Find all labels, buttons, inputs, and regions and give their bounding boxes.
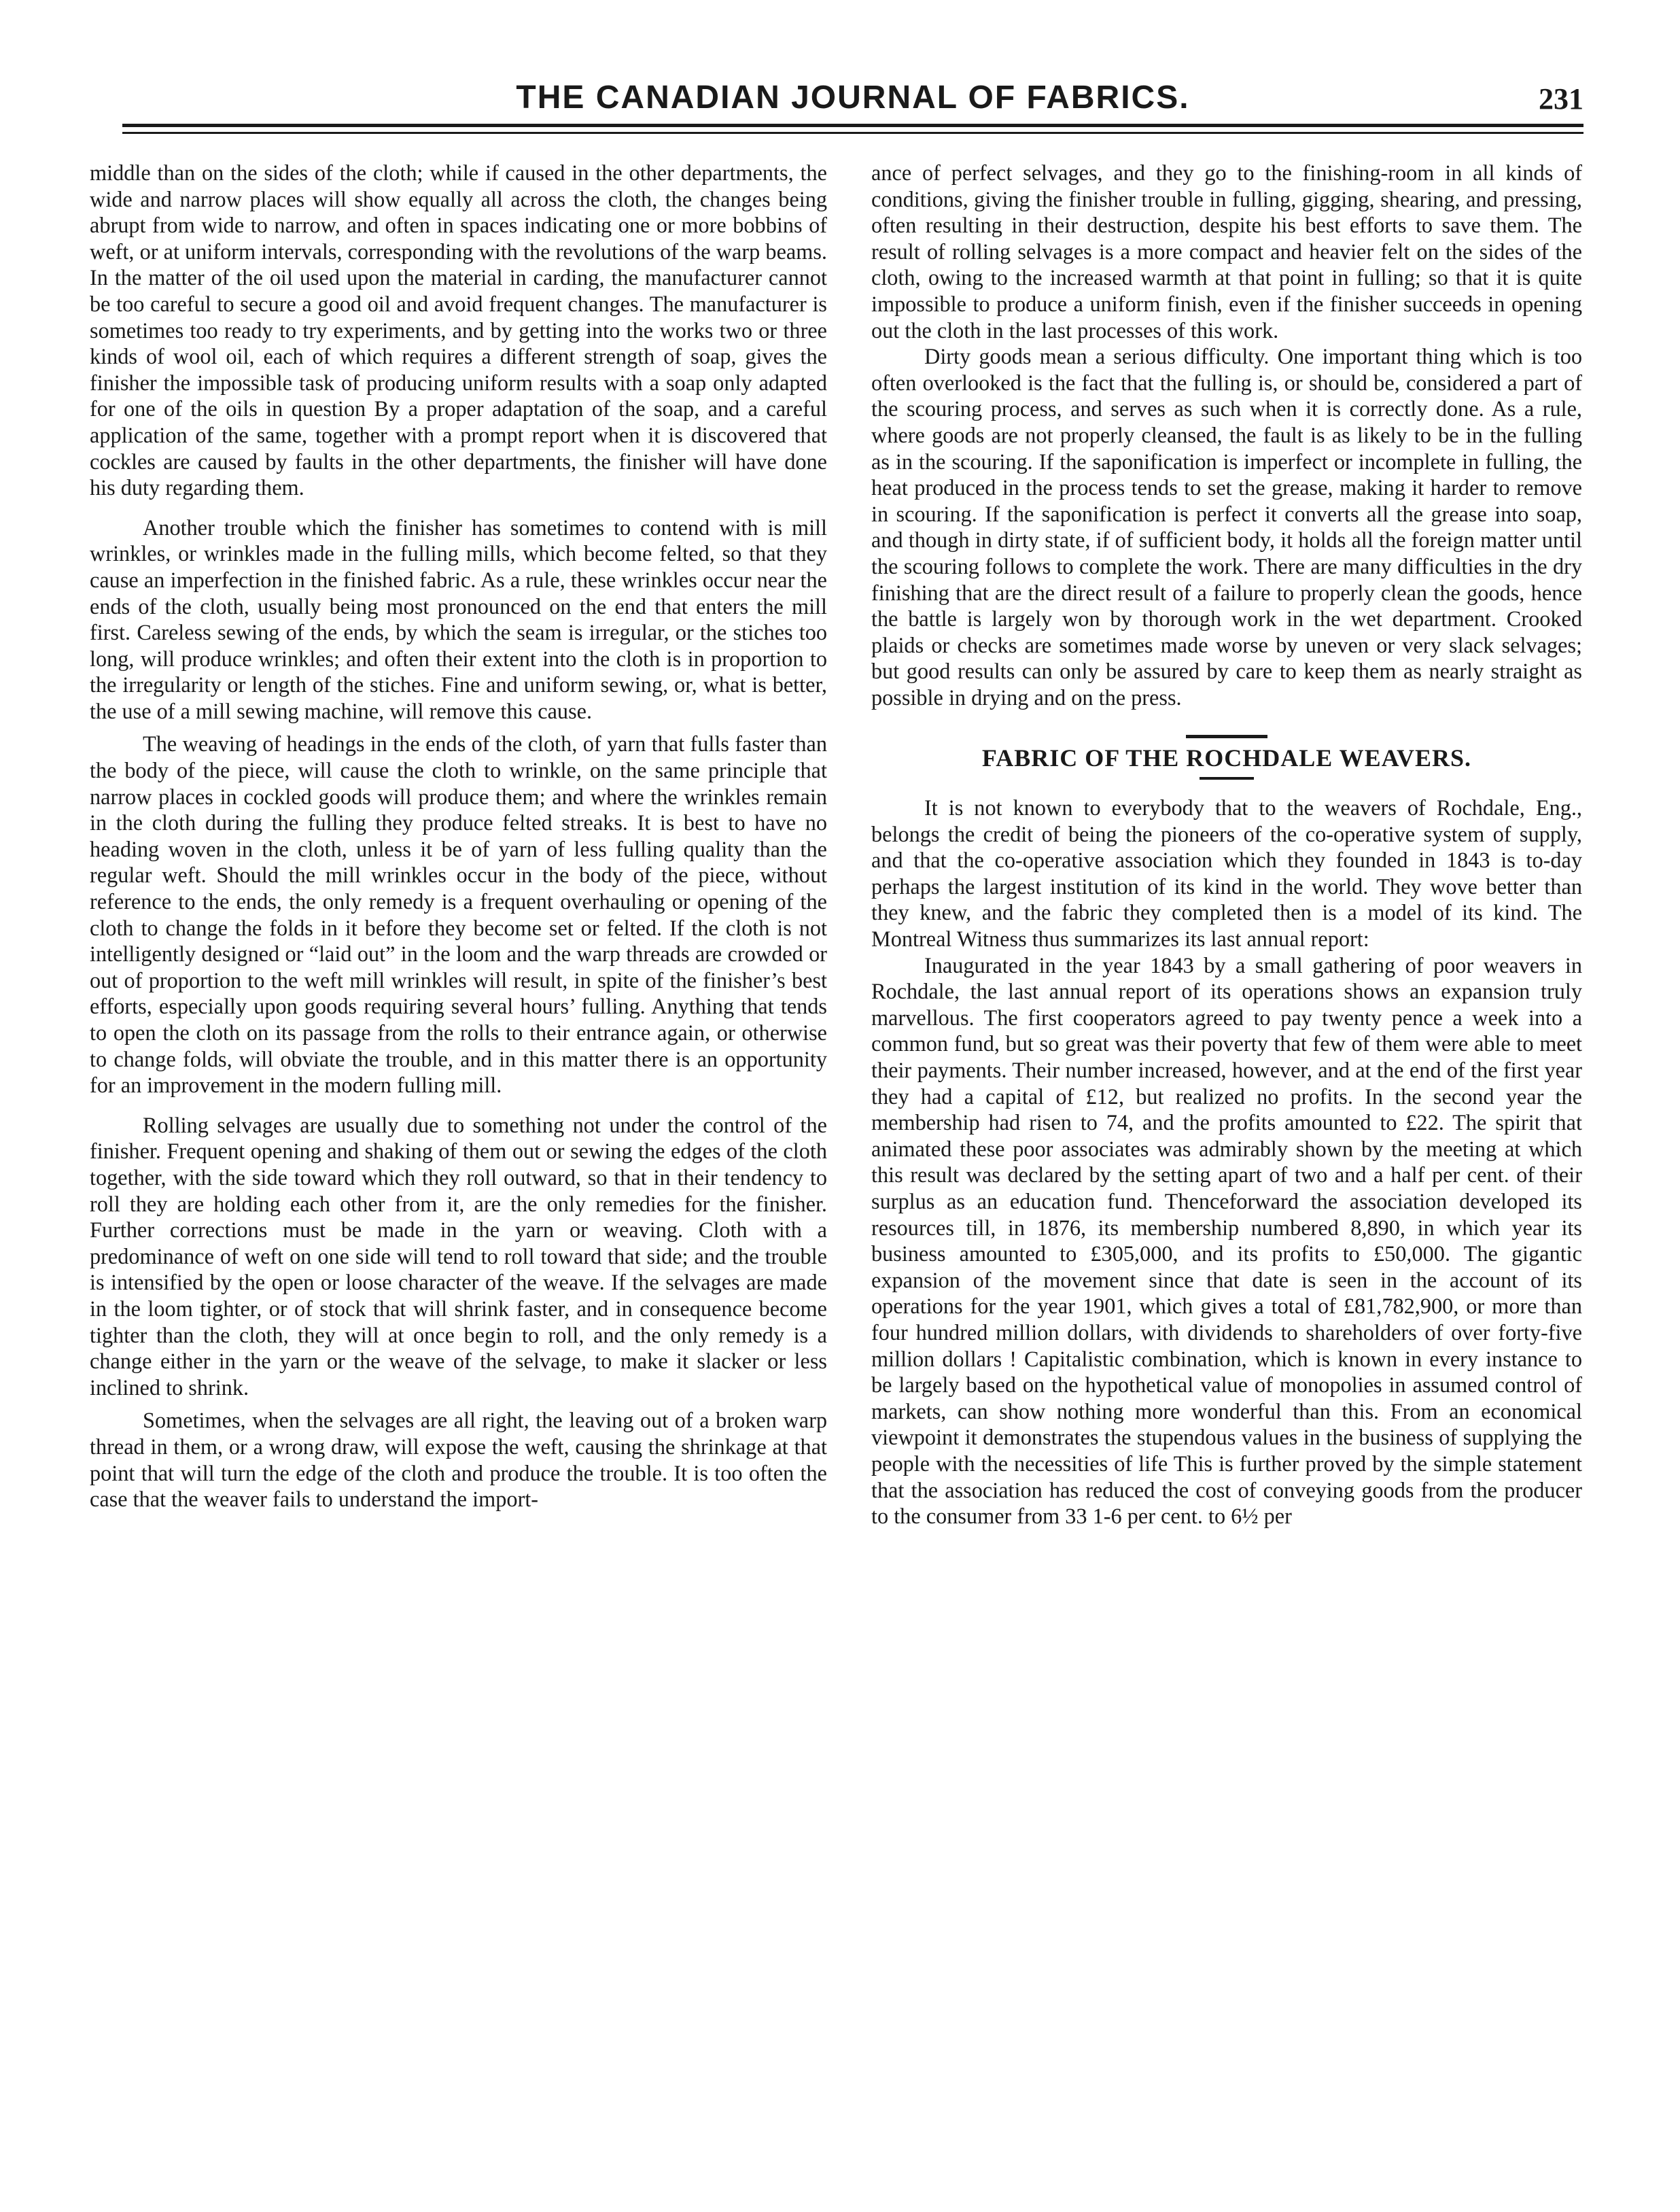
- header-rule-thick: [122, 124, 1583, 127]
- right-column: [871, 160, 1582, 1530]
- paragraph-rochdale-intro: It is not known to everybody that to the weavers of Rochdale, Eng., belongs the credit of being the pioneers of the co-operative system of supply, and that the co-operative association which they founded in 1843 is to-day perhaps the largest institution of its kind in the world. They wove better than they knew, and the fabric they completed then is a model of its kind. The Montreal Witness thus summarizes its last annual report:: [871, 795, 1582, 952]
- paragraph-broken-warp: Sometimes, when the selvages are all right, the leaving out of a broken warp thread in them, or a wrong draw, will expose the weft, causing the shrinkage at that point that will turn the edge of the cloth and produce the trouble. It is too often the case that the weaver fails to understand the import-: [90, 1408, 827, 1512]
- left-column: [90, 160, 827, 1513]
- paragraph-rochdale-report: Inaugurated in the year 1843 by a small gathering of poor weavers in Rochdale, the last annual report of its operations shows an expansion truly marvellous. The first cooperators agreed to pay twenty pence a week into a common fund, but so great was their poverty that few of them were able to meet their payments. Their number increased, however, and at the end of the first year they had a capital of £12, but realized no profits. In the second year the membership had risen to 74, and the profits amounted to £22. The spirit that animated these poor associates was admirably shown by the meeting at which this result was declared by the setting apart of two and a half per cent. of their surplus as an education fund. Thenceforward the association developed its resources till, in 1876, its membership numbered 8,890, in which year its business amounted to £305,000, and its profits to £50,000. The gigantic expansion of the movement since that date is seen in the account of its operations for the year 1901, which gives a total of £81,782,900, or more than four hundred million dollars, with dividends to shareholders of over forty-five million dollars ! Capitalistic combination, which is known in every instance to be largely based on the hypothetical value of monopolies in assumed control of markets, can show nothing more wonderful than this. From an economical viewpoint it demonstrates the stupendous values in the business of supplying the people with the necessities of life This is further proved by the simple statement that the association has reduced the cost of conveying goods from the producer to the consumer from 33 1-6 per cent. to 6½ per: [871, 952, 1582, 1529]
- paragraph-rolling-selvages: Rolling selvages are usually due to something not under the control of the finisher. Frequent opening and shaking of them out or sewing the edges of the cloth together, with the side toward which they roll outward, so that in their tendency to roll they are holding each other from it, are the only remedies for the finisher. Further corrections must be made in the yarn or weaving. Cloth with a predominance of weft on one side will tend to roll toward that side; and the trouble is intensified by the open or loose character of the weave. If the selvages are made in the loom tighter, or of stock that will shrink faster, and in consequence become tighter than the cloth, they will at once begin to roll, and the only remedy is a change either in the yarn or the weave of the selvage, to make it slacker or less inclined to shrink.: [90, 1112, 827, 1400]
- page-number: 231: [1539, 82, 1583, 116]
- masthead: [122, 79, 1583, 120]
- header-rule-thin: [122, 132, 1583, 134]
- paragraph-cockles: middle than on the sides of the cloth; while if caused in the other departments, the wide and narrow places will show equally all across the cloth, the changes being abrupt from wide to narrow, and often in spaces indicating one or more bobbins of weft, or at uniform intervals, corresponding with the revolutions of the warp beams. In the matter of the oil used upon the material in carding, the manufacturer cannot be too careful to secure a good oil and avoid frequent changes. The manufacturer is sometimes too ready to try experiments, and by getting into the works two or three kinds of wool oil, each of which requires a different strength of soap, gives the finisher the impossible task of producing uniform results with a soap only adapted for one of the oils in question By a proper adaptation of the soap, and a careful application of the same, together with a prompt report when it is discovered that cockles are caused by faults in the other departments, the finisher will have done his duty regarding them.: [90, 160, 827, 500]
- paragraph-mill-wrinkles: Another trouble which the finisher has sometimes to contend with is mill wrinkles, or wrinkles made in the fulling mills, which become felted, so that they cause an imperfection in the finished fabric. As a rule, these wrinkles occur near the ends of the cloth, usually being most pronounced on the end that enters the mill first. Careless sewing of the ends, by which the seam is irregular, or the stiches too long, will produce wrinkles; and often their extent into the cloth is in proportion to the irregularity or length of the stiches. Fine and uniform sewing, or, what is better, the use of a mill sewing machine, will remove this cause.: [90, 515, 827, 723]
- journal-title: THE CANADIAN JOURNAL OF FABRICS.: [516, 80, 1190, 116]
- paragraph-dirty-goods: Dirty goods mean a serious difficulty. One important thing which is too often overlooked is the fact that the fulling is, or should be, considered a part of the scouring process, and serves as such when it is correctly done. As a rule, where goods are not properly cleansed, the fault is as likely to be in the fulling as in the scouring. If the saponification is imperfect or incomplete in fulling, the heat produced in the process tends to set the grease, making it harder to remove in scouring. If the saponification is perfect it converts all the grease into soap, and though in dirty state, if of sufficient body, it holds all the foreign matter until the scouring follows to complete the work. There are many difficulties in the dry finishing that are the direct result of a failure to properly clean the goods, hence the battle is largely won by thorough work in the wet department. Crooked plaids or checks are sometimes made worse by uneven or very slack selvages; but good results can only be assured by care to keep them as nearly straight as possible in drying and on the press.: [871, 344, 1582, 710]
- paragraph-perfect-selvages: ance of perfect selvages, and they go to the finishing-room in all kinds of conditions, giving the finisher trouble in fulling, gigging, shearing, and pressing, often resulting in their destruction, despite his best efforts to save them. The result of rolling selvages is a more compact and heavier felt on the sides of the cloth, owing to the increased warmth at that point in fulling; so that it is quite impossible to produce a uniform finish, even if the finisher succeeds in opening out the cloth in the last processes of this work.: [871, 160, 1582, 343]
- section-heading: FABRIC OF THE ROCHDALE WEAVERS.: [981, 744, 1472, 772]
- heading-rule-bottom: [1200, 777, 1254, 780]
- paragraph-headings: The weaving of headings in the ends of the cloth, of yarn that fulls faster than the body of the piece, will cause the cloth to wrinkle, on the same principle that narrow places in cockled goods will produce them; and where the wrinkles remain in the cloth during the fulling they produce felted streaks. It is best to have no heading woven in the cloth, unless it be of yarn of less fulling quality than the regular weft. Should the mill wrinkles occur in the body of the piece, without reference to the ends, the only remedy is a frequent overhauling or opening of the cloth to change the folds in it before they become set or felted. If the cloth is not intelligently designed or “laid out” in the loom and the warp threads are crowded or out of proportion to the weft mill wrinkles will result, in spite of the finisher’s best efforts, especially upon goods requiring several hours’ fulling. Anything that tends to open the cloth on its passage from the rolls to their entrance again, or otherwise to change folds, will obviate the trouble, and in this matter there is an opportunity for an improvement in the modern fulling mill.: [90, 731, 827, 1098]
- heading-rule-top: [1186, 735, 1267, 738]
